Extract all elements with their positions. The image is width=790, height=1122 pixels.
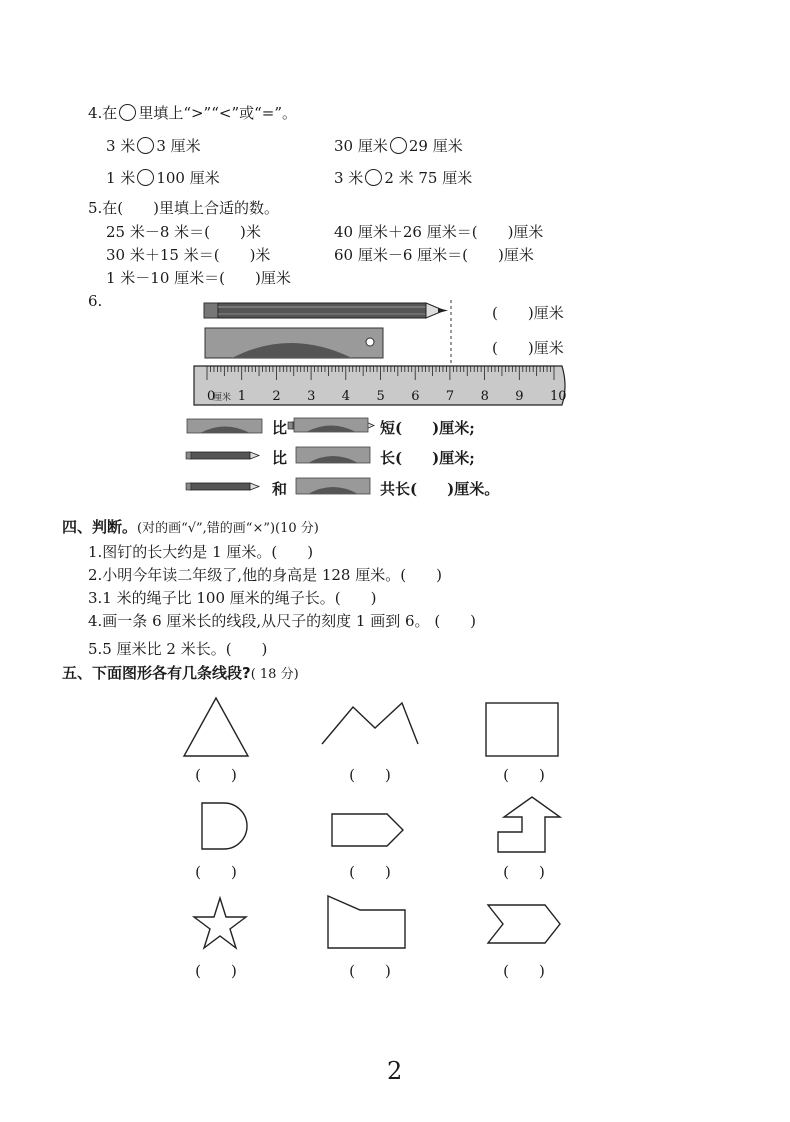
ruler-tick-label: 6 xyxy=(411,389,420,404)
triangle-shape xyxy=(184,698,248,756)
page-number: 2 xyxy=(387,1057,403,1085)
judge-item-5[interactable]: 5.5 厘米比 2 米长。( ) xyxy=(88,640,268,658)
q6-number: 6. xyxy=(88,292,103,310)
shape-answer-7[interactable]: ( ) xyxy=(195,962,237,980)
shape-answer-2[interactable]: ( ) xyxy=(349,766,391,784)
compare-word-3: 和 xyxy=(272,480,288,498)
shape-answer-8[interactable]: ( ) xyxy=(349,962,391,980)
step-arrow-shape xyxy=(498,797,560,852)
section4-title: 四、判断。 xyxy=(62,518,138,536)
ruler-tick-label: 4 xyxy=(341,389,351,404)
ruler-tick-label: 2 xyxy=(272,389,281,404)
q4-item-2: 30 厘米 29 厘米 xyxy=(334,137,463,155)
judge-item-4[interactable]: 4.画一条 6 厘米长的线段,从尺子的刻度 1 画到 6。 ( ) xyxy=(88,612,477,630)
shape-answer-1[interactable]: ( ) xyxy=(195,766,237,784)
q5-item-4[interactable]: 60 厘米－6 厘米＝( )厘米 xyxy=(334,246,534,264)
judge-item-1[interactable]: 1.图钉的长大约是 1 厘米。( ) xyxy=(88,543,314,561)
shape-answer-9[interactable]: ( ) xyxy=(503,962,545,980)
ruler-tick-label: 1 xyxy=(237,389,246,404)
shape-answer-3[interactable]: ( ) xyxy=(503,766,545,784)
ruler-tick-label: 0 xyxy=(207,389,216,404)
q5-title: 5.在( )里填上合适的数。 xyxy=(88,199,280,217)
compare-word-1: 比 xyxy=(272,419,288,437)
shape-answer-5[interactable]: ( ) xyxy=(349,863,391,881)
star-shape xyxy=(194,898,246,948)
ruler-tick-label: 7 xyxy=(445,389,455,404)
q5-item-5[interactable]: 1 米－10 厘米＝( )厘米 xyxy=(106,269,291,287)
chevron-shape xyxy=(488,905,560,943)
judge-item-2[interactable]: 2.小明今年读二年级了,他的身高是 128 厘米。( ) xyxy=(88,566,442,584)
compare-text-3[interactable]: 共长( )厘米。 xyxy=(380,480,500,498)
flag-shape xyxy=(328,896,405,948)
pentagon-arrow-shape xyxy=(332,814,403,846)
compare-text-2[interactable]: 长( )厘米; xyxy=(380,449,475,467)
section4-note: (对的画“√”,错的画“×”)(10 分) xyxy=(137,521,319,536)
section5-score: ( 18 分) xyxy=(250,667,299,682)
shape-answer-6[interactable]: ( ) xyxy=(503,863,545,881)
q4-item-4: 3 米 2 米 75 厘米 xyxy=(334,169,473,187)
q5-item-1[interactable]: 25 米－8 米＝( )米 xyxy=(106,223,261,241)
section5-title: 五、下面图形各有几条线段? xyxy=(62,664,251,682)
judge-item-3[interactable]: 3.1 米的绳子比 100 厘米的绳子长。( ) xyxy=(88,589,377,607)
ruler-tick-label: 10 xyxy=(550,389,567,404)
q6-answer-1[interactable]: ( )厘米 xyxy=(492,304,564,322)
q4-item-1: 3 米 3 厘米 xyxy=(106,137,201,155)
ruler-tick-label: 8 xyxy=(480,389,489,404)
ruler-tick-label: 9 xyxy=(515,389,524,404)
compare-word-2: 比 xyxy=(272,449,288,467)
ruler-unit-label: 厘米 xyxy=(213,393,232,403)
shape-answer-4[interactable]: ( ) xyxy=(195,863,237,881)
q5-item-2[interactable]: 40 厘米＋26 厘米＝( )厘米 xyxy=(334,223,544,241)
q4-title: 4.在 里填上“>”“<”或“=”。 xyxy=(88,104,298,122)
q4-item-3: 1 米 100 厘米 xyxy=(106,169,220,187)
compare-text-1[interactable]: 短( )厘米; xyxy=(380,419,475,437)
rectangle-shape xyxy=(486,703,558,756)
q5-item-3[interactable]: 30 米＋15 米＝( )米 xyxy=(106,246,271,264)
d-shape xyxy=(202,803,247,849)
q6-answer-2[interactable]: ( )厘米 xyxy=(492,339,564,357)
zigzag-shape xyxy=(322,703,418,744)
ruler-tick-label: 5 xyxy=(376,389,385,404)
ruler-tick-label: 3 xyxy=(307,389,316,404)
